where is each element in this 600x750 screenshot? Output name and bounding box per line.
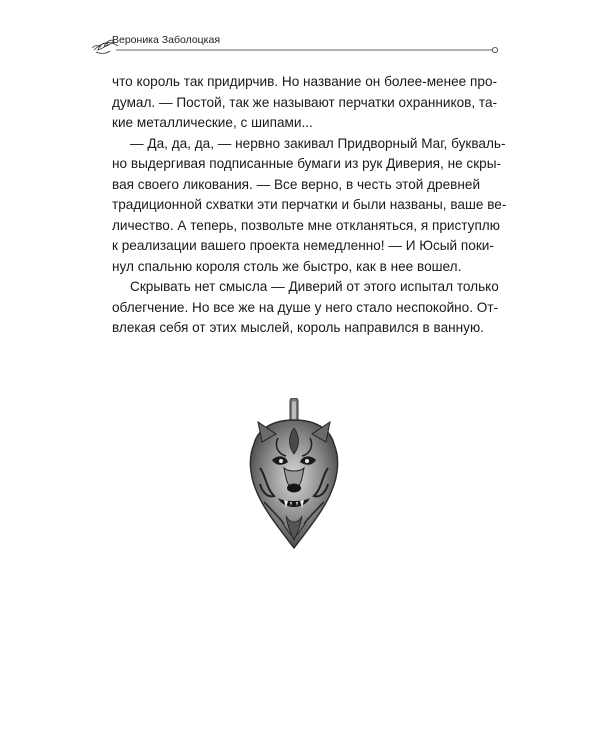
rule-end-dot-icon xyxy=(492,47,497,52)
text-line: но выдергивая подписанные бумаги из рук Диверия, не скры- xyxy=(112,156,502,171)
wolf-head-pendant-icon xyxy=(244,398,344,568)
text-line: вая своего ликования. — Все верно, в честь этой древней xyxy=(112,176,481,192)
paragraph-3 xyxy=(112,277,499,339)
text-line: облегчение. Но все же на душе у него стало неспокойно. От- xyxy=(112,299,499,315)
text-line: думал. — Постой, так же называют перчатки охранников, та- xyxy=(112,94,498,110)
text-line: личество. А теперь, позвольте мне откланяться, я приступлю xyxy=(112,217,500,233)
text-line: традиционной схватки эти перчатки и были названы, ваше ве- xyxy=(112,197,507,212)
text-line: влекая себя от этих мыслей, король направился в ванную. xyxy=(112,320,484,335)
body-text xyxy=(112,72,507,339)
text-line: кие металлические, с шипами... xyxy=(112,115,313,130)
text-line: Скрывать нет смысла — Диверий от этого испытал только xyxy=(130,279,499,294)
text-line: — Да, да, да, — нервно закивал Придворный Маг, букваль- xyxy=(130,135,506,151)
text-line: нул спальню короля столь же быстро, как в нее вошел. xyxy=(112,258,462,274)
running-header xyxy=(92,28,502,58)
paragraph-2 xyxy=(112,134,507,278)
text-line: что король так придирчив. Но название он более-менее про- xyxy=(112,74,498,89)
header-author-name: Вероника Заболоцкая xyxy=(112,34,221,46)
text-line: к реализации вашего проекта немедленно! — И Юсый поки- xyxy=(112,238,494,253)
paragraph-1 xyxy=(112,72,498,134)
